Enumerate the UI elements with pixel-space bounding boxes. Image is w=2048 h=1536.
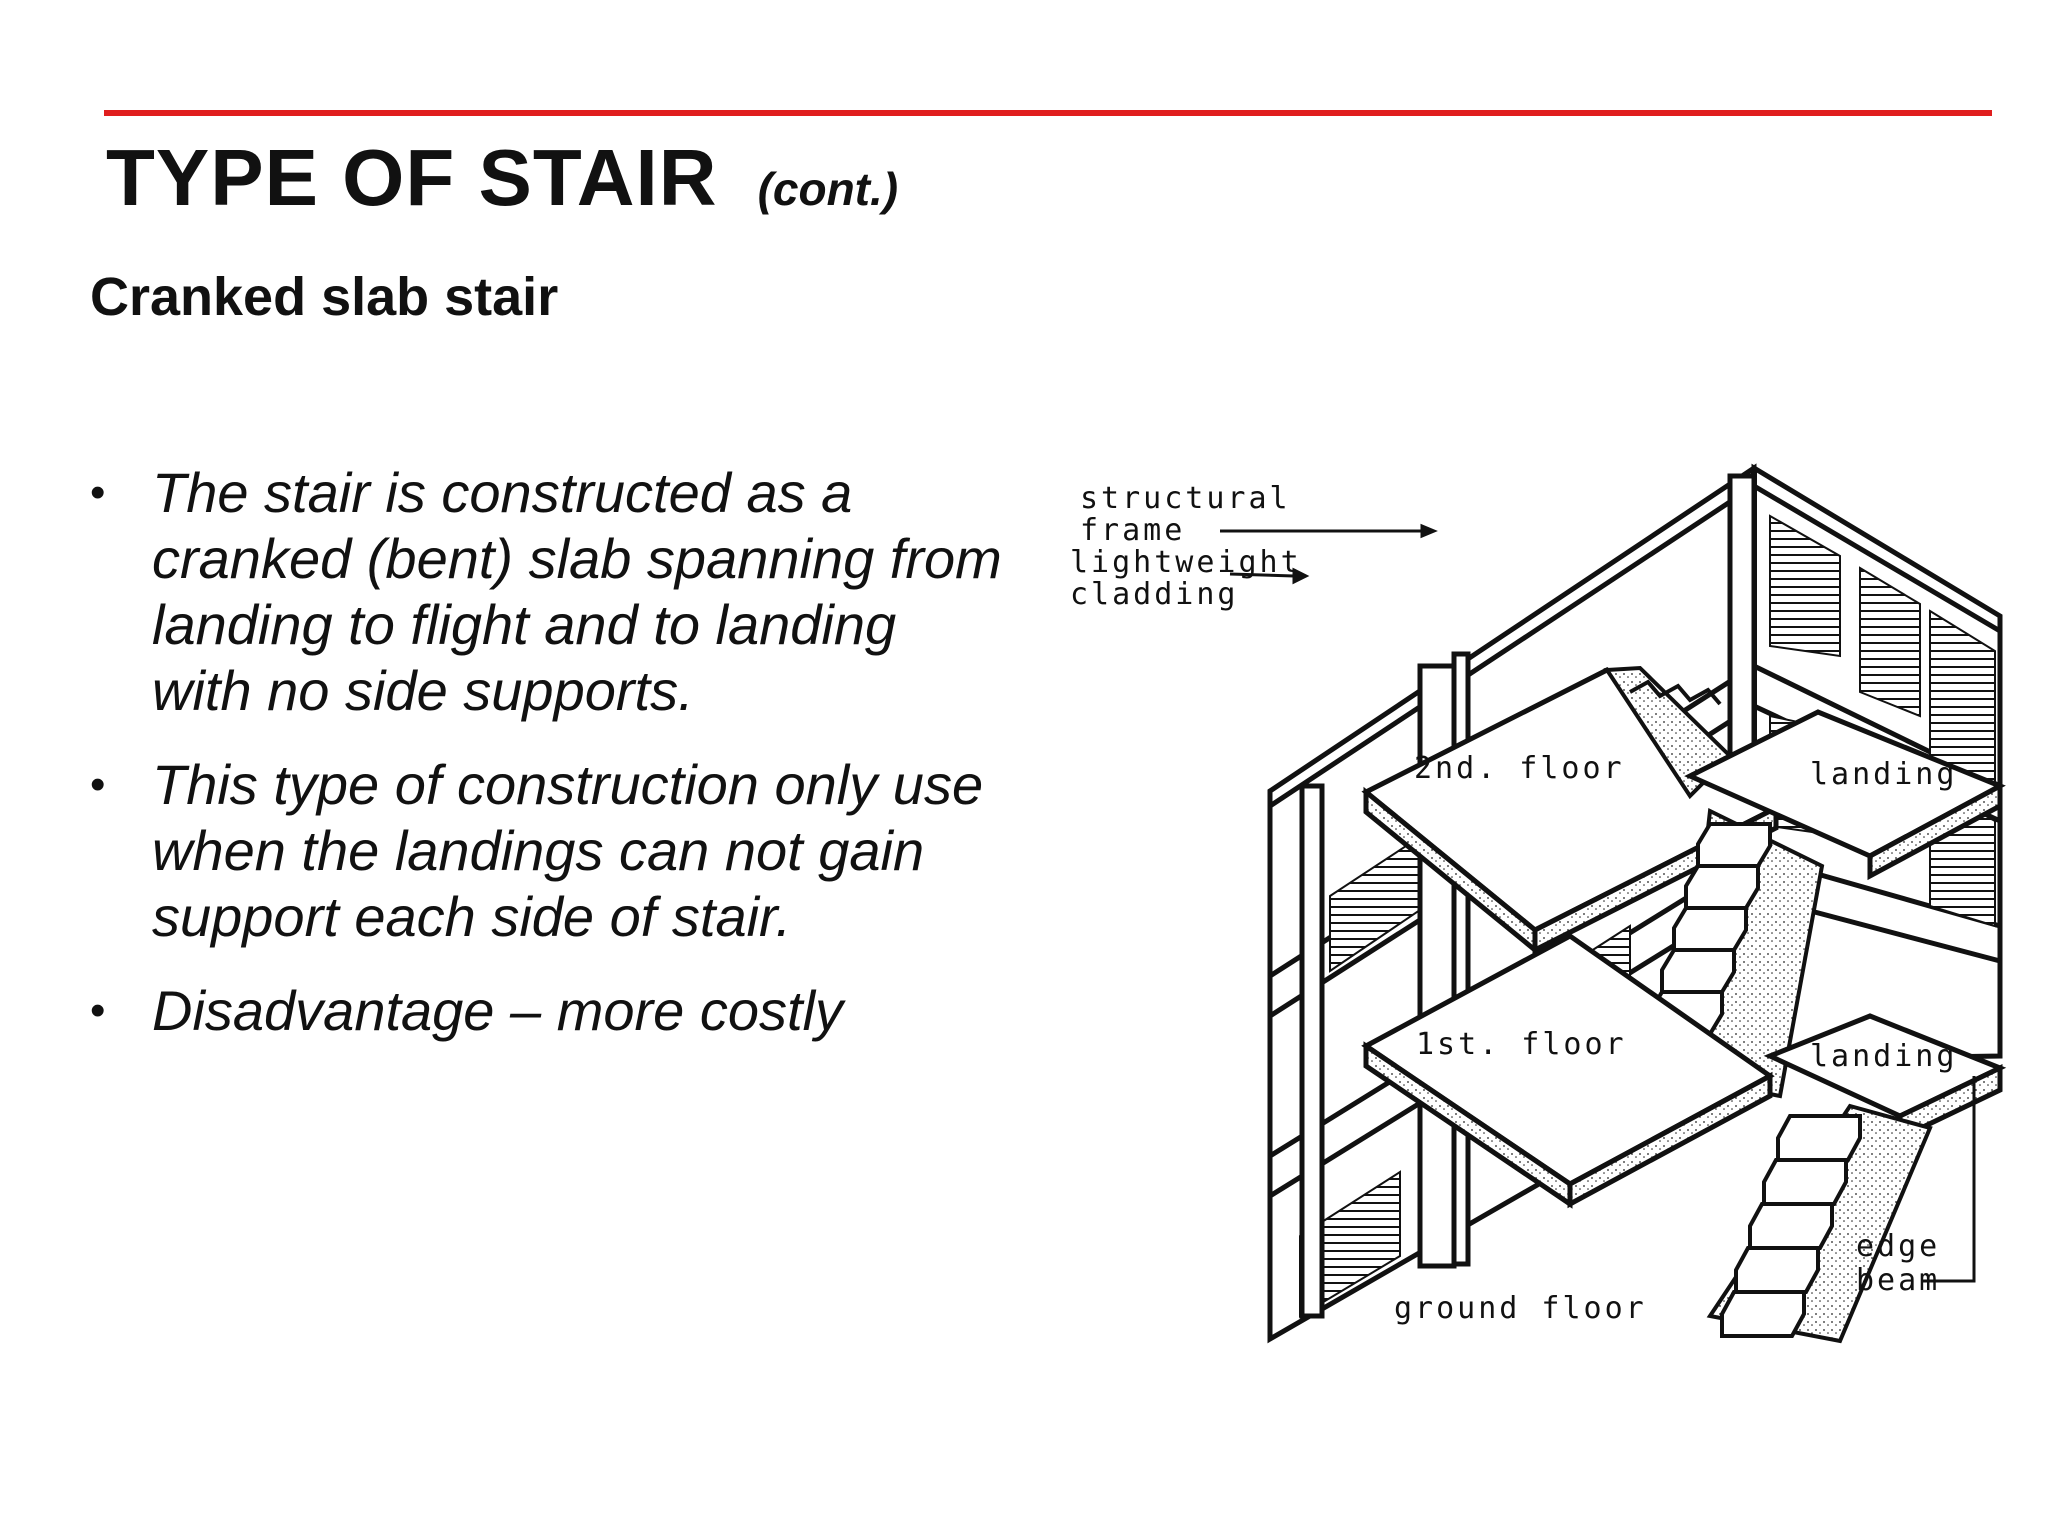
label-second-floor: 2nd. floor <box>1414 751 1625 786</box>
label-beam: beam <box>1856 1263 1941 1298</box>
bullet-item <box>90 460 1010 724</box>
bullet-item <box>90 978 1010 1044</box>
label-cladding: cladding <box>1070 577 1239 612</box>
title-rule <box>104 110 1992 116</box>
label-ground-floor: ground floor <box>1394 1291 1647 1326</box>
label-lightweight: lightweight <box>1070 545 1302 580</box>
label-structural: structural <box>1080 481 1291 516</box>
lower-flight <box>1710 1106 1930 1341</box>
slide-subtitle: Cranked slab stair <box>90 267 559 327</box>
label-first-floor: 1st. floor <box>1416 1027 1627 1062</box>
stair-diagram <box>1070 456 2030 1356</box>
bullet-dot: • <box>90 760 106 809</box>
title-suffix: (cont.) <box>757 163 899 215</box>
bullet-dot: • <box>90 986 106 1035</box>
title-text: TYPE OF STAIR <box>106 133 718 222</box>
stair-diagram-svg <box>1070 456 2030 1356</box>
slide-title <box>106 128 898 239</box>
bullet-list <box>90 460 1010 1072</box>
label-frame: frame <box>1080 513 1186 548</box>
label-landing-upper: landing <box>1810 757 1958 792</box>
bullet-dot: • <box>90 468 106 517</box>
bullet-item <box>90 752 1010 950</box>
label-landing-lower: landing <box>1810 1039 1958 1074</box>
bullet-text: Disadvantage – more costly <box>152 979 844 1042</box>
bullet-text: This type of construction only use when the landings can not gain support each side of stair. <box>152 753 984 948</box>
label-edge: edge <box>1856 1229 1941 1264</box>
bullet-text: The stair is constructed as a cranked (bent) slab spanning from landing to flight and to landing with no side supports. <box>152 461 1002 722</box>
